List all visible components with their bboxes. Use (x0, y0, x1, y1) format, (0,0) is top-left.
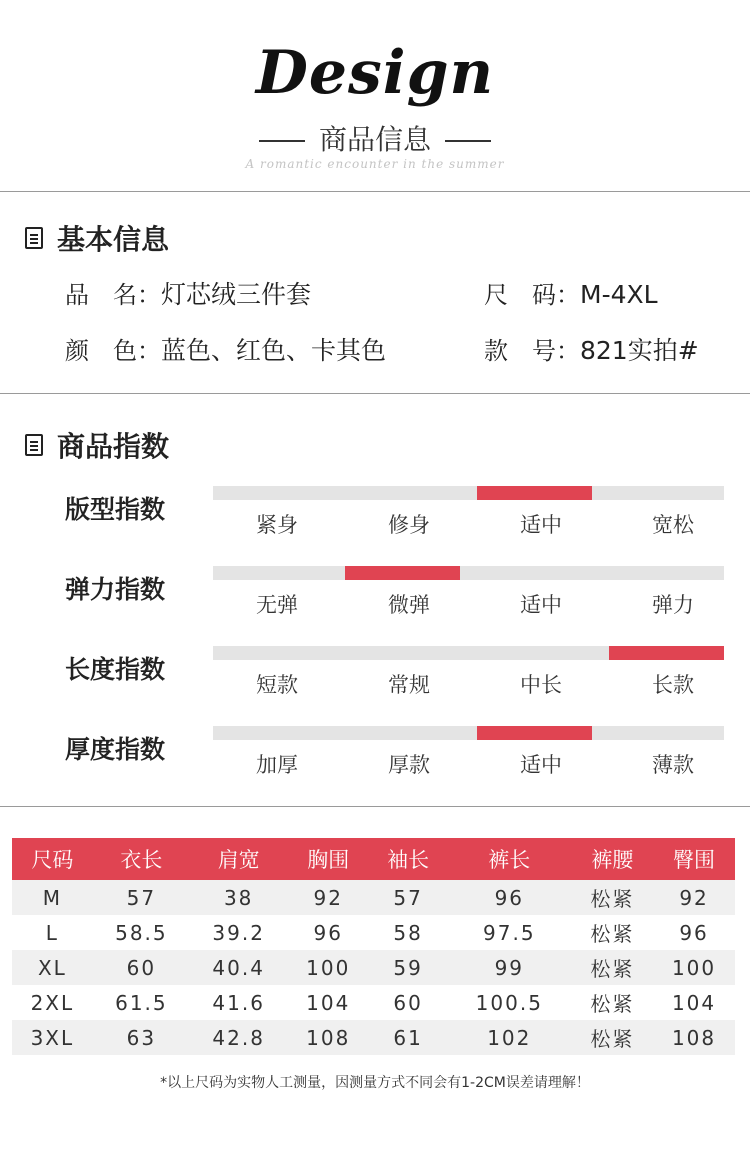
table-cell: 61 (369, 1020, 447, 1055)
table-cell: 57 (93, 880, 190, 915)
table-cell: 104 (653, 985, 735, 1020)
table-cell: 41.6 (190, 985, 287, 1020)
elasticity-option: 微弹 (388, 593, 430, 617)
table-cell: 97.5 (447, 915, 572, 950)
design-logo: Design (255, 38, 495, 108)
table-cell: 63 (93, 1020, 190, 1055)
size-table (12, 838, 735, 1055)
table-cell: 松紧 (572, 1020, 654, 1055)
subtitle-line-left (259, 140, 305, 142)
color-value: 蓝色、红色、卡其色 (161, 336, 387, 365)
header-cell: 尺码 (12, 838, 93, 880)
product-index-heading (25, 425, 169, 465)
table-cell: 松紧 (572, 985, 654, 1020)
length-option: 长款 (652, 673, 694, 697)
fit-option: 修身 (388, 513, 430, 537)
table-cell: XL (12, 950, 93, 985)
table-cell: 108 (287, 1020, 369, 1055)
table-cell: 松紧 (572, 915, 654, 950)
table-cell: 104 (287, 985, 369, 1020)
header-cell: 臀围 (653, 838, 735, 880)
table-row (12, 1020, 735, 1055)
thickness-option: 适中 (520, 753, 562, 777)
table-cell: 92 (287, 880, 369, 915)
subtitle-text: 商品信息 (318, 123, 431, 156)
thickness-index-selected (477, 726, 592, 740)
table-cell: 38 (190, 880, 287, 915)
table-cell: 100.5 (447, 985, 572, 1020)
table-cell: 39.2 (190, 915, 287, 950)
table-cell: 58 (369, 915, 447, 950)
thickness-index-label: 厚度指数 (65, 735, 166, 764)
length-index-label: 长度指数 (65, 655, 166, 684)
style-number-row (484, 331, 699, 367)
style-number-label: 款 号： (484, 337, 580, 365)
table-row (12, 950, 735, 985)
length-index-selected (609, 646, 724, 660)
table-cell: 3XL (12, 1020, 93, 1055)
fit-option: 适中 (520, 513, 562, 537)
elasticity-option: 弹力 (652, 593, 694, 617)
fit-option: 紧身 (256, 513, 298, 537)
divider-3 (0, 806, 750, 807)
product-name-row (65, 275, 311, 311)
basic-info-title: 基本信息 (57, 223, 170, 256)
table-cell: 60 (369, 985, 447, 1020)
table-cell: 59 (369, 950, 447, 985)
fit-index-selected (477, 486, 592, 500)
subtitle-line-right (445, 140, 491, 142)
color-row (65, 331, 386, 367)
table-cell: 2XL (12, 985, 93, 1020)
table-cell: 松紧 (572, 950, 654, 985)
product-index-title: 商品指数 (57, 430, 170, 463)
divider-2 (0, 393, 750, 394)
style-number-value: 821实拍# (580, 336, 699, 365)
table-row (12, 985, 735, 1020)
table-cell: 57 (369, 880, 447, 915)
table-cell: 松紧 (572, 880, 654, 915)
length-index-bar (213, 646, 724, 660)
table-cell: 102 (447, 1020, 572, 1055)
document-icon (25, 434, 43, 456)
thickness-option: 薄款 (652, 753, 694, 777)
size-range-value: M-4XL (580, 280, 658, 309)
table-cell: 92 (653, 880, 735, 915)
elasticity-option: 适中 (520, 593, 562, 617)
header-cell: 裤腰 (572, 838, 654, 880)
length-option: 中长 (520, 673, 562, 697)
color-label: 颜 色： (65, 337, 161, 365)
table-cell: 108 (653, 1020, 735, 1055)
table-cell: L (12, 915, 93, 950)
tagline: A romantic encounter in the summer (245, 157, 505, 171)
thickness-option: 加厚 (256, 753, 298, 777)
table-cell: 99 (447, 950, 572, 985)
header-cell: 裤长 (447, 838, 572, 880)
table-cell: 40.4 (190, 950, 287, 985)
fit-index-bar (213, 486, 724, 500)
fit-index-label: 版型指数 (65, 495, 166, 524)
table-cell: M (12, 880, 93, 915)
header-cell: 袖长 (369, 838, 447, 880)
table-cell: 96 (653, 915, 735, 950)
measurement-note: *以上尺码为实物人工测量，因测量方式不同会有1-2CM误差请理解！ (160, 1075, 590, 1091)
elasticity-index-bar (213, 566, 724, 580)
table-row (12, 880, 735, 915)
elasticity-option: 无弹 (256, 593, 298, 617)
table-cell: 96 (447, 880, 572, 915)
table-cell: 96 (287, 915, 369, 950)
page-subtitle (0, 118, 750, 158)
elasticity-index-selected (345, 566, 460, 580)
size-range-row (484, 275, 658, 310)
length-option: 短款 (256, 673, 298, 697)
table-cell: 58.5 (93, 915, 190, 950)
table-cell: 42.8 (190, 1020, 287, 1055)
document-icon (25, 227, 43, 249)
header-cell: 肩宽 (190, 838, 287, 880)
table-cell: 60 (93, 950, 190, 985)
table-cell: 61.5 (93, 985, 190, 1020)
table-cell: 100 (653, 950, 735, 985)
basic-info-heading (25, 218, 169, 258)
elasticity-index-label: 弹力指数 (65, 575, 166, 604)
product-name-label: 品 名： (65, 281, 161, 309)
size-range-label: 尺 码： (484, 281, 580, 309)
table-cell: 100 (287, 950, 369, 985)
length-option: 常规 (388, 673, 430, 697)
table-row (12, 915, 735, 950)
divider-1 (0, 191, 750, 192)
product-name-value: 灯芯绒三件套 (161, 280, 312, 309)
thickness-option: 厚款 (388, 753, 430, 777)
header-cell: 衣长 (93, 838, 190, 880)
fit-option: 宽松 (652, 513, 694, 537)
thickness-index-bar (213, 726, 724, 740)
header-cell: 胸围 (287, 838, 369, 880)
size-table-header (12, 838, 735, 880)
